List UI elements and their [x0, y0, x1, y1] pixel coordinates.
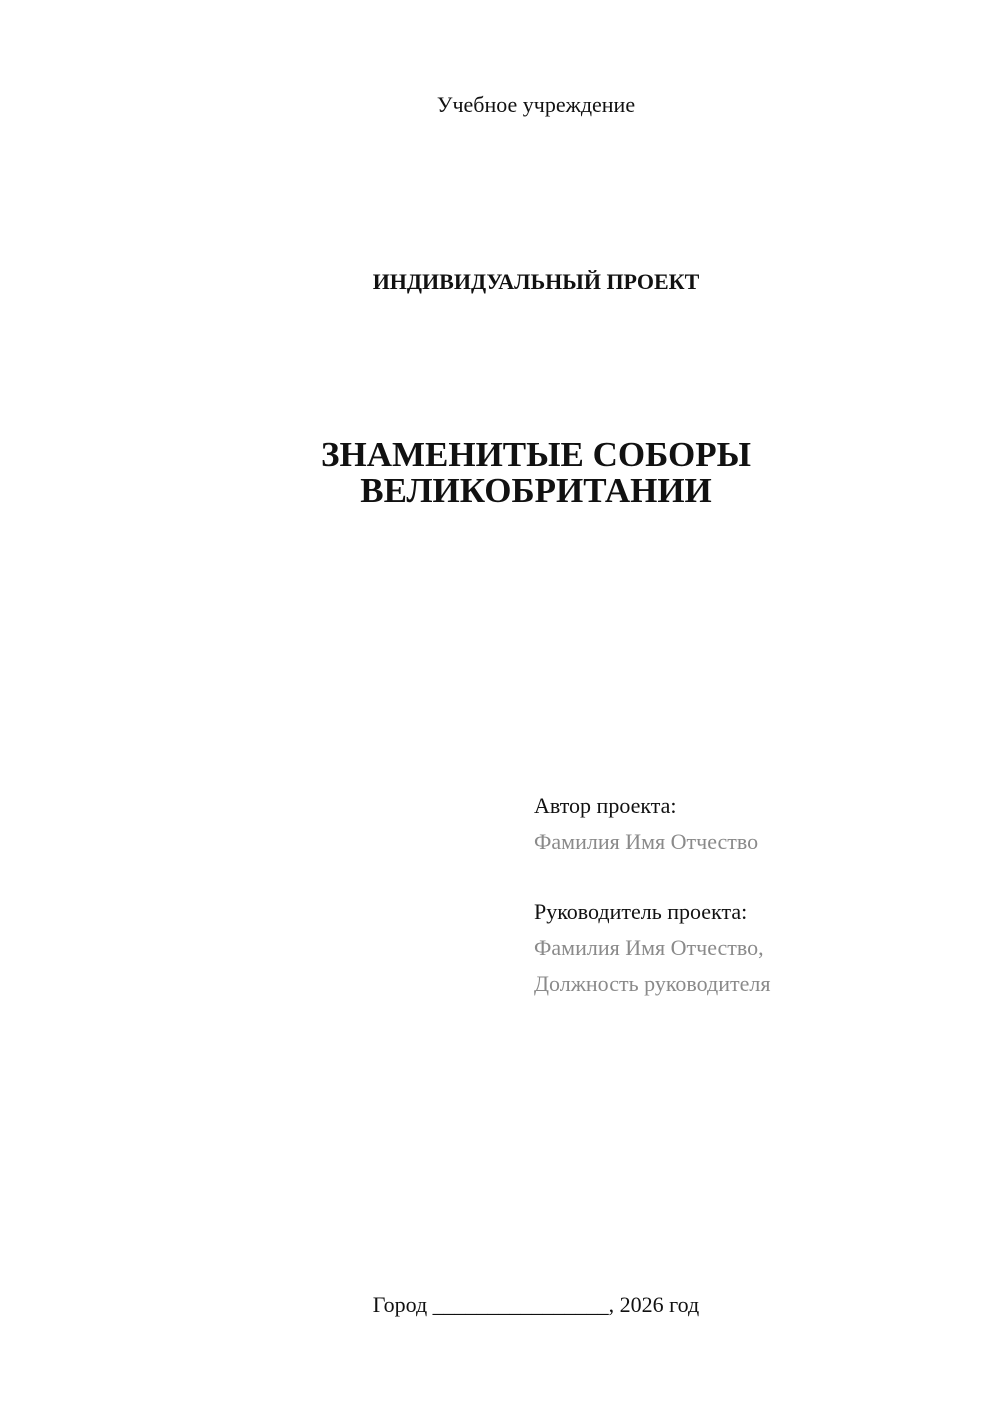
project-title — [72, 437, 1000, 509]
info-spacer — [534, 860, 974, 894]
project-title-line-2: ВЕЛИКОБРИТАНИИ — [360, 471, 712, 510]
author-label: Автор проекта: — [534, 793, 677, 818]
document-type: ИНДИВИДУАЛЬНЫЙ ПРОЕКТ — [372, 269, 700, 294]
project-info-block — [534, 788, 974, 1002]
supervisor-position: Должность руководителя — [534, 971, 771, 996]
supervisor-label: Руководитель проекта: — [534, 899, 748, 924]
project-title-line-1: ЗНАМЕНИТЫЕ СОБОРЫ — [321, 435, 751, 474]
city-year-footer: Город ________________, 2026 год — [372, 1292, 700, 1317]
supervisor-name: Фамилия Имя Отчество, — [534, 935, 764, 960]
author-name: Фамилия Имя Отчество — [534, 829, 759, 854]
institution-name: Учебное учреждение — [436, 92, 636, 117]
